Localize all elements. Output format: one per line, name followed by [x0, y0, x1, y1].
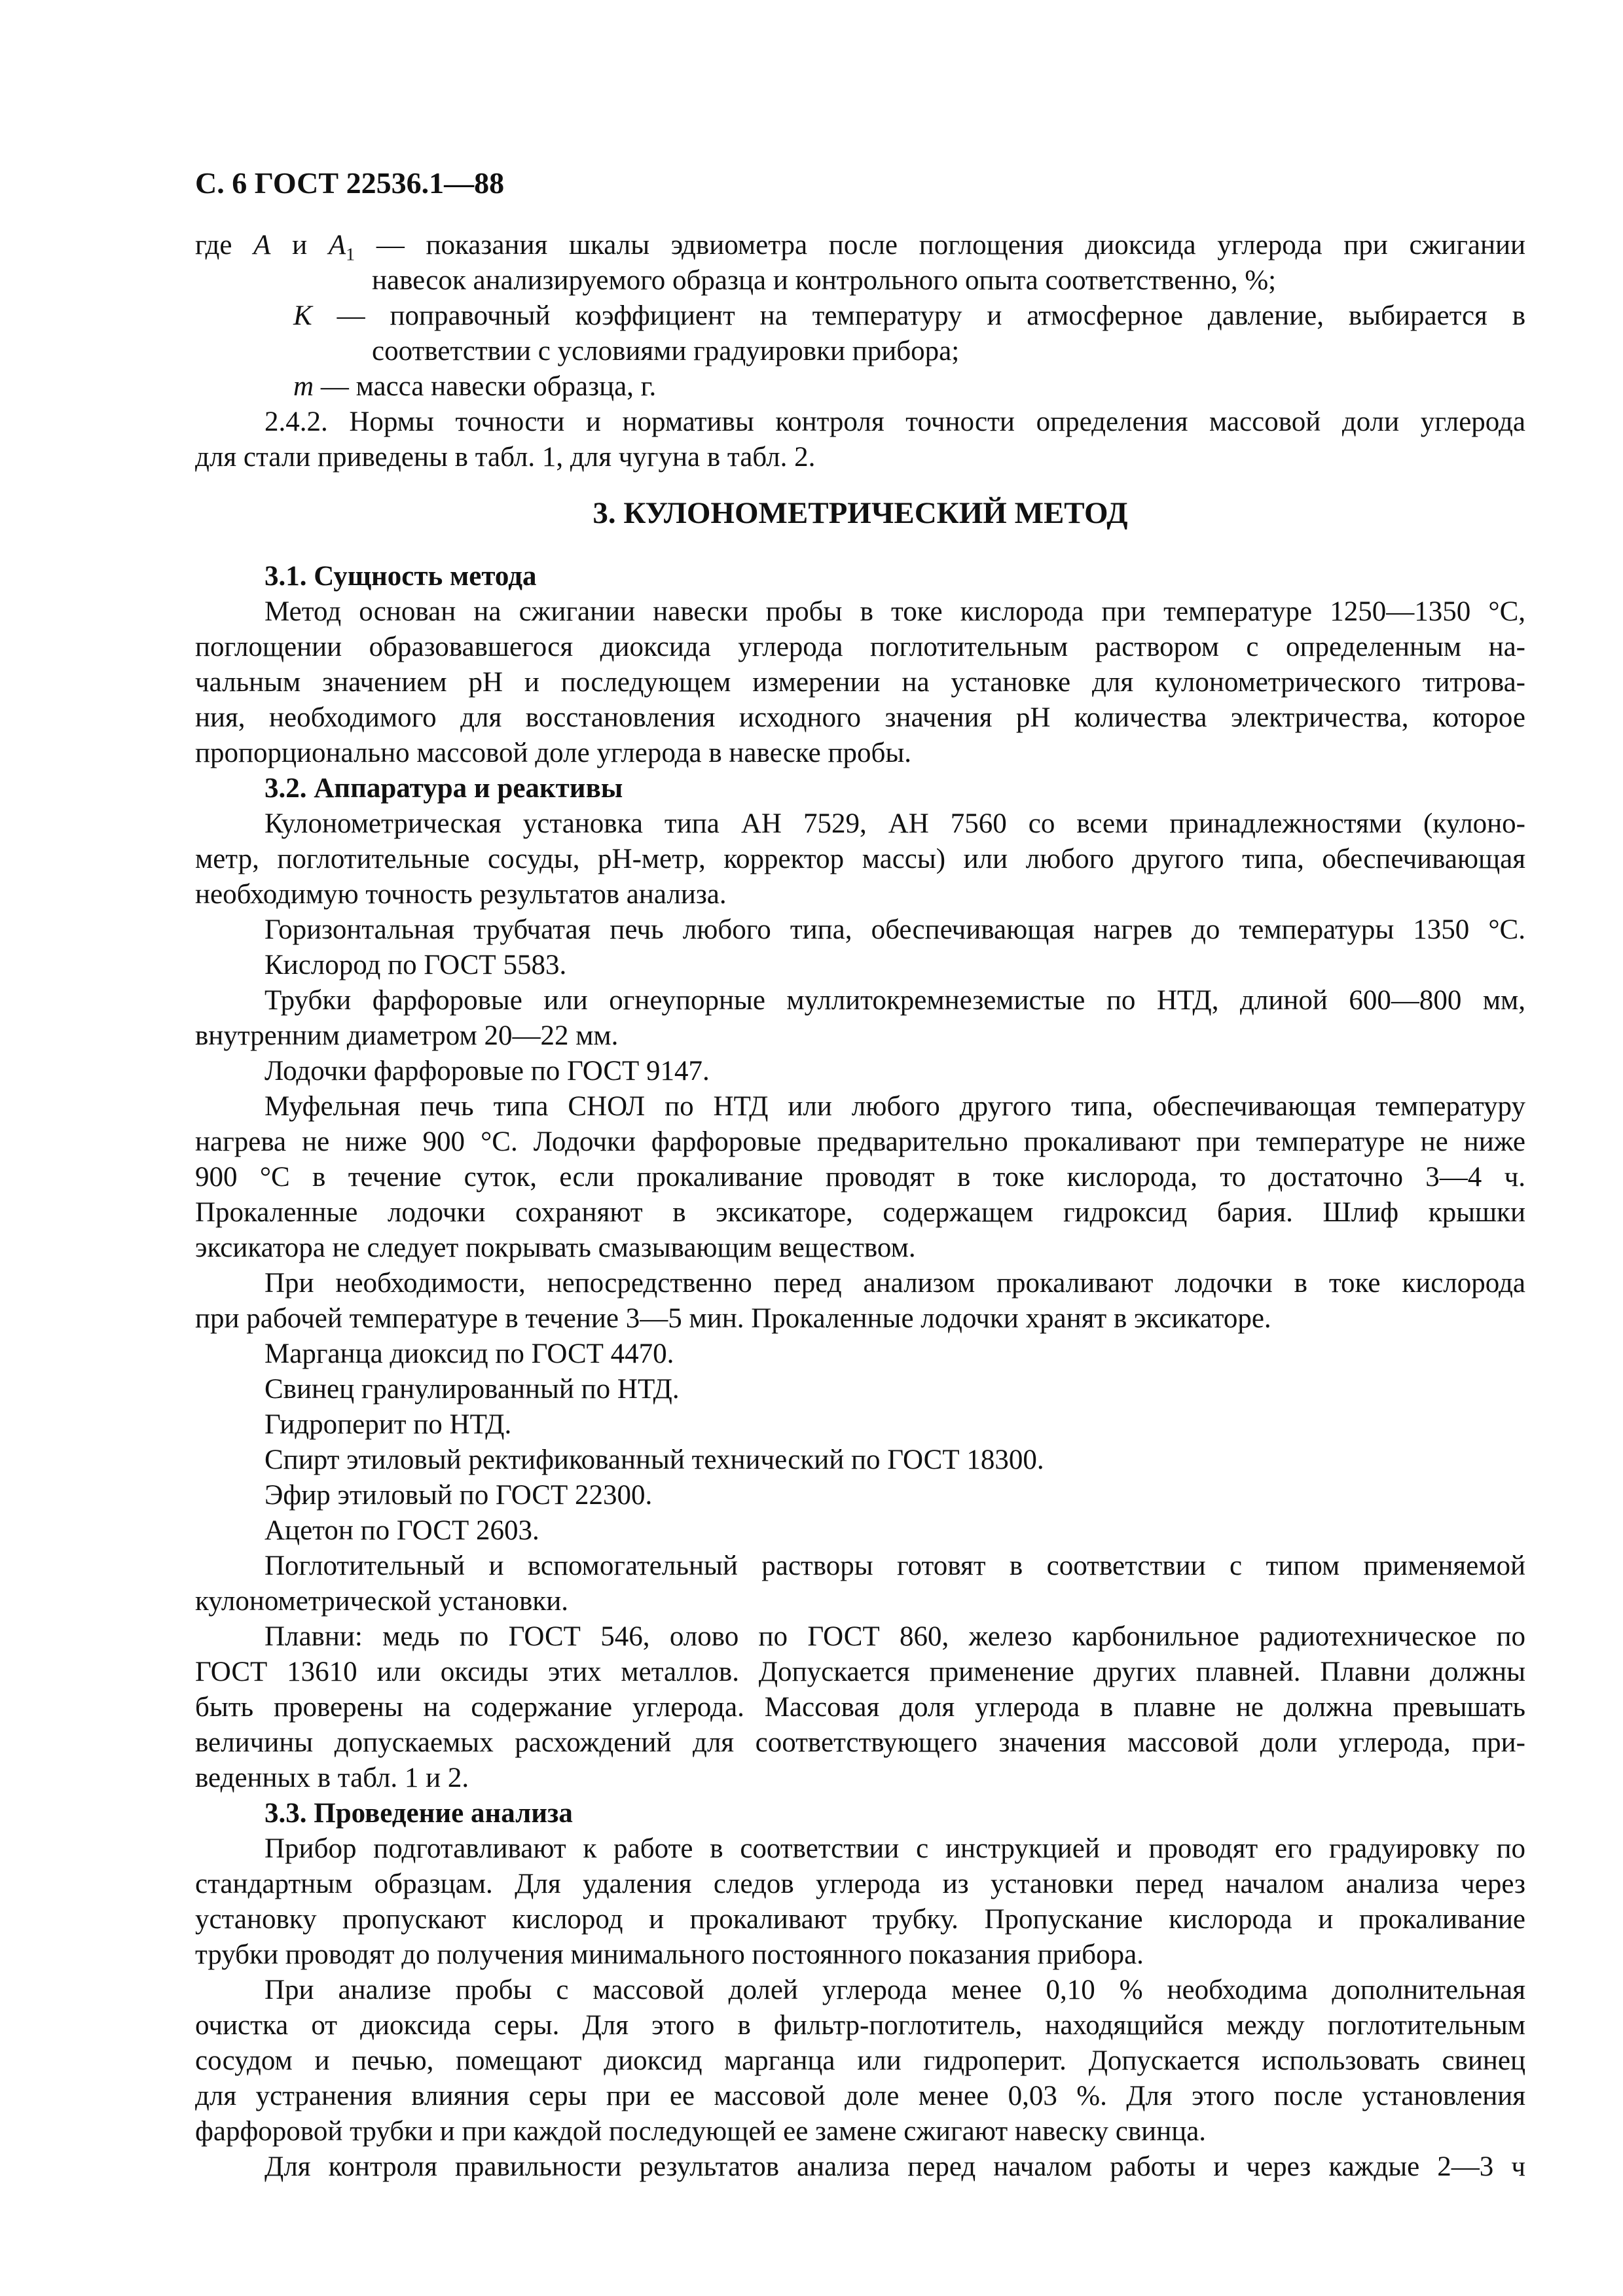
- paragraph-line: нагрева не ниже 900 °С. Лодочки фарфоровые предварительно прокаливают при температуре не ниже: [195, 1126, 1525, 1157]
- paragraph-line: величины допускаемых расхождений для соответствующего значения массовой доли углерода, при-: [195, 1727, 1525, 1758]
- paragraph-line: Поглотительный и вспомогательный растворы готовят в соответствии с типом применяемой: [264, 1551, 1525, 1581]
- paragraph-line: Кулонометрическая установка типа АН 7529, АН 7560 со всеми принадлежностями (кулоно-: [264, 808, 1525, 839]
- paragraph-line: кулонометрической установки.: [195, 1586, 568, 1617]
- formula-legend: [195, 228, 1525, 404]
- clause-2-4-2-line: для стали приведены в табл. 1, для чугуна в табл. 2.: [195, 442, 816, 473]
- var-a1-subscript: 1: [346, 244, 356, 265]
- subsection-3-2-body: [195, 806, 1525, 1796]
- paragraph-line: Трубки фарфоровые или огнеупорные муллитокремнеземистые по НТД, длиной 600—800 мм,: [264, 985, 1525, 1016]
- paragraph-line: Эфир этиловый по ГОСТ 22300.: [264, 1480, 653, 1511]
- var-k: K: [293, 300, 312, 331]
- paragraph-line: Для контроля правильности результатов анализа перед началом работы и через каждые 2—3 ч: [264, 2151, 1525, 2182]
- paragraph-line: пропорционально массовой доле углерода в навеске пробы.: [195, 738, 912, 768]
- legend-and: и: [292, 230, 308, 260]
- paragraph-line: внутренним диаметром 20—22 мм.: [195, 1020, 619, 1051]
- paragraph-line: трубки проводят до получения минимального постоянного показания прибора.: [195, 1939, 1144, 1970]
- legend-line-k: [195, 298, 1525, 334]
- paragraph-line: необходимую точность результатов анализа.: [195, 879, 727, 910]
- paragraph-line: стандартным образцам. Для удаления следов углерода из установки перед началом анализа через: [195, 1869, 1525, 1899]
- legend-line-k-cont: соответствии с условиями градуировки прибора;: [372, 336, 960, 367]
- subsection-3-1-body: [195, 594, 1525, 771]
- paragraph-line: Лодочки фарфоровые по ГОСТ 9147.: [264, 1056, 710, 1086]
- paragraph-line: Кислород по ГОСТ 5583.: [264, 950, 567, 980]
- paragraph-line: поглощении образовавшегося диоксида углерода поглотительным раствором с определенным на-: [195, 632, 1525, 662]
- paragraph-line: Горизонтальная трубчатая печь любого типа, обеспечивающая нагрев до температуры 1350 °С.: [264, 914, 1525, 945]
- paragraph-line: 900 °С в течение суток, если прокаливание проводят в токе кислорода, то достаточно 3—4 ч.: [195, 1162, 1525, 1193]
- paragraph-line: При необходимости, непосредственно перед анализом прокаливают лодочки в токе кислорода: [264, 1268, 1525, 1299]
- legend-line-a: [195, 228, 1525, 263]
- paragraph-line: Марганца диоксид по ГОСТ 4470.: [264, 1338, 674, 1369]
- legend-lead: где: [195, 230, 232, 260]
- subsection-3-3-body: [195, 1831, 1525, 2185]
- paragraph-line: ния, необходимого для восстановления исходного значения рН количества электричества, которое: [195, 702, 1525, 733]
- legend-text-a: — показания шкалы эдвиометра после поглощения диоксида углерода при сжигании: [376, 230, 1526, 260]
- legend-line-m: [195, 369, 1525, 404]
- paragraph-line: эксикатора не следует покрывать смазывающим веществом.: [195, 1232, 916, 1263]
- paragraph-line: для устранения влияния серы при ее массовой доле менее 0,03 %. Для этого после установления: [195, 2081, 1525, 2111]
- section-3-title: 3. КУЛОНОМЕТРИЧЕСКИЙ МЕТОД: [593, 496, 1128, 530]
- paragraph-line: ГОСТ 13610 или оксиды этих металлов. Допускается применение других плавней. Плавни должны: [195, 1657, 1525, 1687]
- var-m: m: [293, 371, 314, 402]
- subsection-3-2-title: 3.2. Аппаратура и реактивы: [264, 773, 623, 804]
- paragraph-line: фарфоровой трубки и при каждой последующей ее замене сжигают навеску свинца.: [195, 2116, 1207, 2147]
- page-header: С. 6 ГОСТ 22536.1—88: [195, 166, 505, 200]
- clause-2-4-2: [195, 404, 1525, 475]
- paragraph-line: быть проверены на содержание углерода. Массовая доля углерода в плавне не должна превышать: [195, 1692, 1525, 1723]
- paragraph-line: метр, поглотительные сосуды, рН-метр, корректор массы) или любого другого типа, обеспечивающая: [195, 844, 1525, 874]
- paragraph-line: Ацетон по ГОСТ 2603.: [264, 1515, 539, 1546]
- paragraph-line: чальным значением рН и последующем измерении на установке для кулонометрического титрова-: [195, 667, 1525, 698]
- paragraph-line: очистка от диоксида серы. Для этого в фильтр-поглотитель, находящийся между поглотительным: [195, 2010, 1525, 2041]
- legend-line-a-cont: навесок анализируемого образца и контрольного опыта соответственно, %;: [372, 265, 1277, 296]
- paragraph-line: Муфельная печь типа СНОЛ по НТД или любого другого типа, обеспечивающая температуру: [264, 1091, 1525, 1122]
- document-page: [195, 164, 1525, 2185]
- subsection-3-3-title: 3.3. Проведение анализа: [264, 1798, 573, 1829]
- paragraph-line: Прибор подготавливают к работе в соответствии с инструкцией и проводят его градуировку по: [264, 1833, 1525, 1864]
- paragraph-line: Прокаленные лодочки сохраняют в эксикаторе, содержащем гидроксид бария. Шлиф крышки: [195, 1197, 1525, 1228]
- paragraph-line: Свинец гранулированный по НТД.: [264, 1374, 680, 1405]
- paragraph-line: сосудом и печью, помещают диоксид марганца или гидроперит. Допускается использовать свинец: [195, 2045, 1525, 2076]
- legend-text-m: — масса навески образца, г.: [320, 371, 657, 402]
- paragraph-line: При анализе пробы с массовой долей углерода менее 0,10 % необходима дополнительная: [264, 1975, 1525, 2005]
- paragraph-line: Метод основан на сжигании навески пробы в токе кислорода при температуре 1250—1350 °С,: [264, 596, 1525, 627]
- paragraph-line: веденных в табл. 1 и 2.: [195, 1763, 469, 1793]
- var-a1: A: [328, 230, 346, 260]
- paragraph-line: при рабочей температуре в течение 3—5 мин. Прокаленные лодочки хранят в эксикаторе.: [195, 1303, 1271, 1334]
- paragraph-line: Плавни: медь по ГОСТ 546, олово по ГОСТ 860, железо карбонильное радиотехническое по: [264, 1621, 1525, 1652]
- legend-text-k: — поправочный коэффициент на температуру и атмосферное давление, выбирается в: [337, 300, 1526, 331]
- clause-2-4-2-line: 2.4.2. Нормы точности и нормативы контроля точности определения массовой доли углерода: [264, 406, 1525, 437]
- paragraph-line: Гидроперит по НТД.: [264, 1409, 512, 1440]
- subsection-3-1-title: 3.1. Сущность метода: [264, 561, 537, 592]
- paragraph-line: установку пропускают кислород и прокаливают трубку. Пропускание кислорода и прокаливание: [195, 1904, 1525, 1935]
- var-a: A: [253, 230, 271, 260]
- paragraph-line: Спирт этиловый ректификованный технический по ГОСТ 18300.: [264, 1444, 1044, 1475]
